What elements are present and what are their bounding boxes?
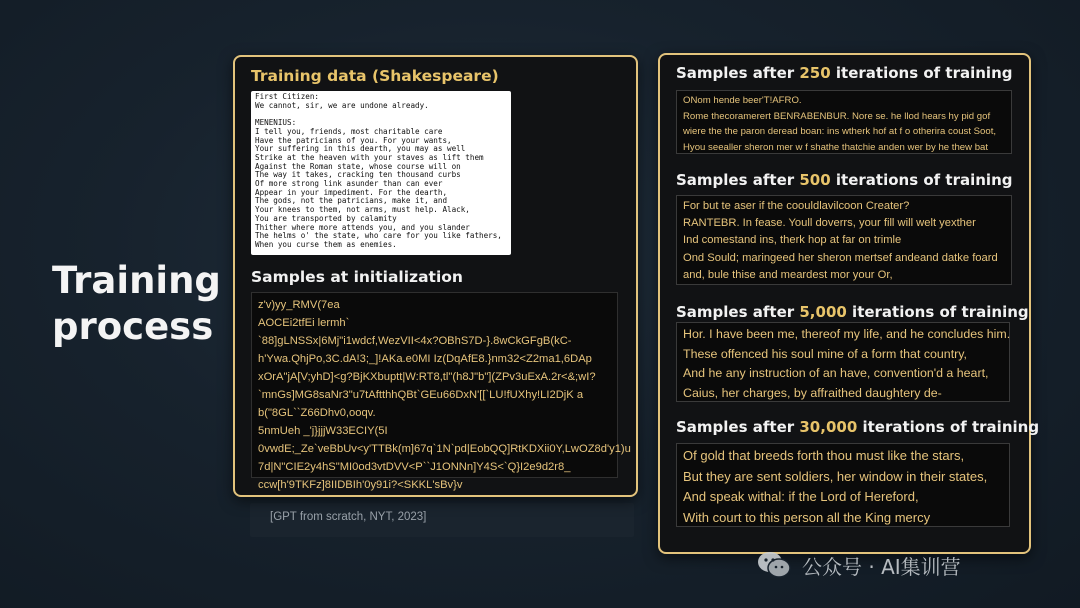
iteration-count: 250 — [799, 64, 831, 82]
iteration-count: 5,000 — [799, 303, 847, 321]
citation-caption: [GPT from scratch, NYT, 2023] — [270, 511, 427, 523]
watermark — [756, 547, 961, 583]
slide-title-line1: Training — [52, 259, 221, 302]
sample-30000-text: Of gold that breeds forth thou must like the stars, But they are sent soldiers, her window in their states, And speak withal: if the Lord of Hereford, With court to this person all the King mercy — [676, 443, 1010, 527]
iteration-count: 500 — [799, 171, 831, 189]
wechat-icon — [756, 550, 792, 580]
sample-500-text: For but te aser if the coouldlavilcoon Creater? RANTEBR. In fease. Youll doverrs, your fill will welt yexther Ind comestand ins, therk hop at far on trimle Ond Sould; maringeed her sheron mertsef andeand datke foard and, bule thise and meardest mor your Or, — [676, 195, 1012, 285]
training-data-text: First Citizen: We cannot, sir, we are undone already. MENENIUS: I tell you, friends, most charitable care Have the patricians of you. For your wants, Your suffering in this dearth, you may as well Strike at the heaven with your staves as lift them Against the Roman state, whose course will on The way it takes, cracking ten thousand curbs Of more strong link asunder than can ever Appear in your impediment. For the dearth, The gods, not the patricians, make it, and Your knees to them, not arms, must help. Alack, You are transported by calamity Thither where more attends you, and you slander The helms o' the state, who care for you like fathers, When you curse them as enemies. — [251, 91, 511, 255]
right-panel — [658, 53, 1040, 554]
watermark-text: 公众号 · AI集训营 — [802, 554, 961, 579]
slide-title — [52, 258, 221, 350]
sample-250-heading: Samples after 250 iterations of training — [676, 64, 1013, 82]
training-data-heading: Training data (Shakespeare) — [251, 67, 499, 85]
init-samples-text: z'v)yy_RMV(7ea AOCEi2tfEi lermh` `88]gLNSSx|6Mj"i1wdcf,WezVII<4x?OBhS7D-}.8wCkGFgB(kC- h'Ywa.QhjPo,3C.dA!3;_]!AKa.e0MI Iz(DqAfE8.}nm32<Z2ma1,6DAp xOrA"jA[V;yhD]<g?BjKXbuptt|W:RT8,tl"(h8J"b"](ZPv3uExA.2r<&;wI? `mnGs]MG8saNr3"u7tAftthhQBt`GEu66DxN'[[`LU!fUXhy!LI2DjK a b("8GL``Z66Dhv0,ooqv. 5nmUeh _'j}jjjW33ECIY(5I 0vwdE;_Ze`veBbUv<y'TTBk(m]67q`1N`pd|EobQQ]RtKDXii0Y,LwOZ8d'y1)u 7d|N"CIE2y4hS"MI0od3vtDVV<P``J1ONNn]Y4S<`Q}I2e9d2r8_ ccw[h'9TKFz]8IIDBIh'0y91i?<SKKL'sBv}v — [251, 292, 618, 478]
left-panel — [233, 55, 638, 497]
iteration-count: 30,000 — [799, 418, 858, 436]
sample-5000-heading: Samples after 5,000 iterations of training — [676, 303, 1029, 321]
sample-5000-text: Hor. I have been me, thereof my life, and he concludes him. These offenced his soul mine of a form that country, And he any instruction of an have, convention'd a heart, Caius, her charges, by affraithed daughtery de- — [676, 322, 1010, 402]
sample-250-text: ONom hende beer'T!AFRO. Rome thecoramerert BENRABENBUR. Nore se. he llod hears hy pid gof wiere the the paron deread boan: ins wtherk hof at f o otherira coust Soot, Hyou seealler sheron mer w f shathe thatchie anden wer by he thew bat — [676, 90, 1012, 154]
init-samples-heading: Samples at initialization — [251, 268, 463, 286]
caption-bar — [250, 503, 634, 537]
sample-500-heading: Samples after 500 iterations of training — [676, 171, 1013, 189]
slide-title-line2: process — [52, 305, 214, 348]
sample-30000-heading: Samples after 30,000 iterations of training — [676, 418, 1040, 436]
